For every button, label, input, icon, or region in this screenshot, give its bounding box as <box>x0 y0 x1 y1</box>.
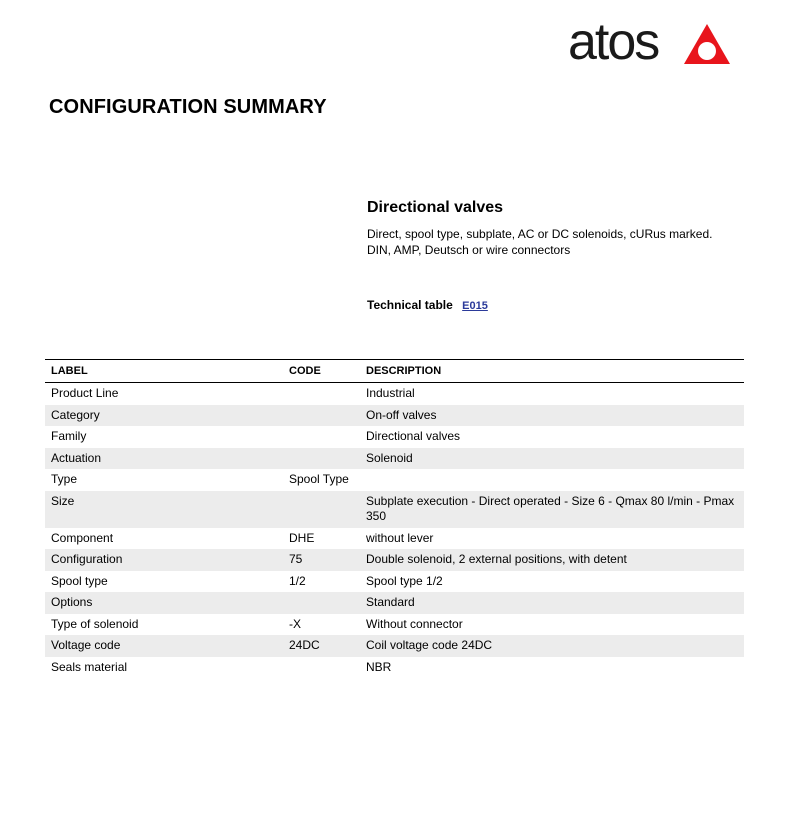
table-row <box>45 657 744 679</box>
cell-label: Type of solenoid <box>51 616 139 631</box>
table-row <box>45 614 744 636</box>
table-row <box>45 571 744 593</box>
technical-table-link[interactable]: E015 <box>462 300 488 312</box>
cell-description: Solenoid <box>360 448 744 470</box>
cell-description: Spool type 1/2 <box>366 573 443 588</box>
cell-label: Product Line <box>51 386 119 400</box>
table-row <box>45 528 744 550</box>
cell-label: Family <box>51 429 87 443</box>
cell-label: Options <box>45 592 283 614</box>
cell-description: Subplate execution - Direct operated - Size 6 - Qmax 80 l/min - Pmax 350 <box>360 491 744 528</box>
product-description-line-1: Direct, spool type, subplate, AC or DC solenoids, cURus marked. <box>367 227 713 241</box>
table-row <box>45 592 744 614</box>
technical-table-label: Technical table <box>367 298 453 312</box>
cell-label: Seals material <box>51 659 128 674</box>
cell-label: Component <box>51 530 114 545</box>
cell-label: Actuation <box>45 448 283 470</box>
cell-description: Double solenoid, 2 external positions, with detent <box>360 549 744 571</box>
product-info <box>367 198 747 258</box>
header-label: LABEL <box>45 360 283 383</box>
cell-description: without lever <box>366 530 434 545</box>
table-row <box>45 491 744 528</box>
table-row <box>45 635 744 657</box>
cell-label: Type <box>51 472 78 486</box>
cell-description: Coil voltage code 24DC <box>360 635 744 657</box>
cell-label: Size <box>45 491 283 528</box>
logo-wordmark: atos <box>568 13 659 71</box>
cell-code <box>283 405 360 427</box>
cell-code <box>283 383 360 405</box>
cell-code: DHE <box>289 530 315 545</box>
cell-code <box>283 491 360 528</box>
cell-label: Configuration <box>45 549 283 571</box>
cell-description: NBR <box>366 659 392 674</box>
header-code: CODE <box>283 360 360 383</box>
page-title: CONFIGURATION SUMMARY <box>49 96 327 118</box>
cell-label: Category <box>45 405 283 427</box>
header-description: DESCRIPTION <box>360 360 744 383</box>
cell-description <box>360 469 744 491</box>
cell-code: Spool Type <box>289 472 349 486</box>
technical-table-row <box>367 298 488 312</box>
table-row <box>45 448 744 470</box>
table-header-row <box>45 360 744 383</box>
product-description <box>367 226 747 258</box>
product-title: Directional valves <box>367 199 504 216</box>
cell-label: Voltage code <box>45 635 283 657</box>
table-body <box>45 383 744 679</box>
atos-logo <box>568 13 738 71</box>
cell-description: Without connector <box>366 616 463 631</box>
cell-code: 75 <box>283 549 360 571</box>
configuration-table <box>45 359 744 678</box>
cell-code <box>283 448 360 470</box>
table-row <box>45 549 744 571</box>
cell-description: Industrial <box>366 386 415 400</box>
cell-code: 24DC <box>283 635 360 657</box>
cell-description: On-off valves <box>360 405 744 427</box>
cell-code <box>283 657 360 679</box>
table-row <box>45 405 744 427</box>
cell-code: 1/2 <box>289 573 306 588</box>
table-row <box>45 469 744 491</box>
table-row <box>45 426 744 448</box>
cell-code <box>283 426 360 448</box>
triangle-logo-icon <box>682 22 732 66</box>
cell-label: Spool type <box>51 573 108 588</box>
product-description-line-2: DIN, AMP, Deutsch or wire connectors <box>367 243 571 257</box>
cell-description: Directional valves <box>366 429 461 443</box>
table-row <box>45 383 744 405</box>
cell-code: -X <box>289 616 301 631</box>
cell-code <box>283 592 360 614</box>
cell-description: Standard <box>360 592 744 614</box>
